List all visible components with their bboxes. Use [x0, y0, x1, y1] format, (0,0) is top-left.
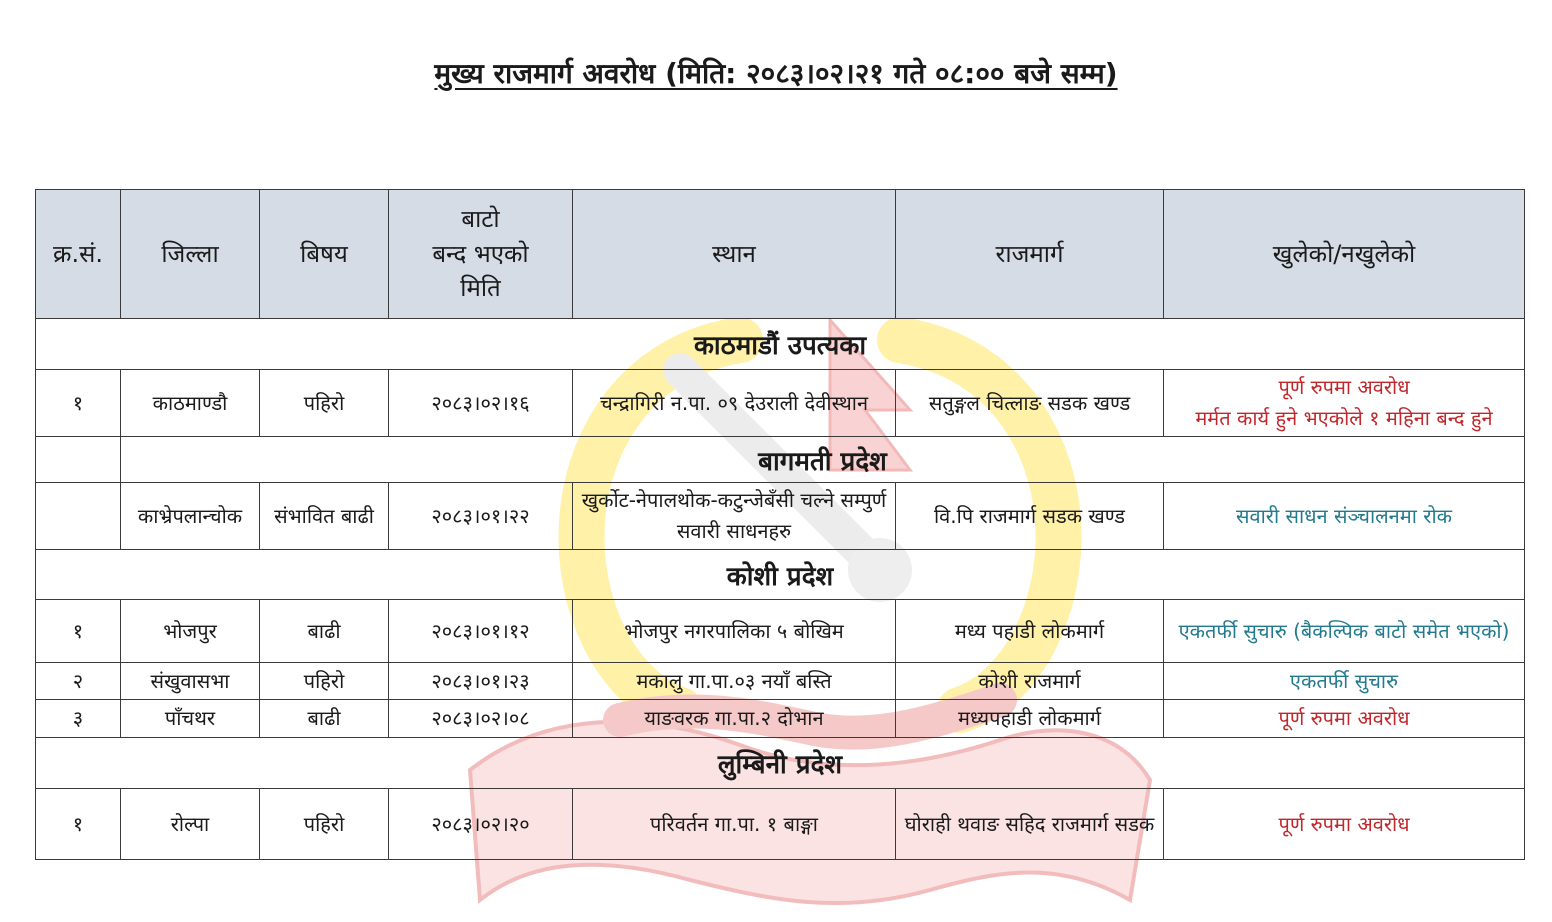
cell-district: संखुवासभा — [121, 663, 260, 700]
cell-date: २०८३।०२।१६ — [389, 370, 573, 437]
table-row — [36, 370, 1525, 437]
cell-date: २०८३।०२।२० — [389, 789, 573, 860]
cell-sn: १ — [36, 789, 121, 860]
cell-district: काभ्रेपलान्चोक — [121, 483, 260, 550]
cell-status — [1164, 370, 1525, 437]
header-closed-date: बाटो बन्द भएको मिति — [389, 190, 573, 319]
road-obstruction-table — [35, 189, 1525, 860]
section-empty-cell — [36, 437, 121, 483]
cell-district: भोजपुर — [121, 600, 260, 663]
cell-subject: पहिरो — [260, 663, 389, 700]
table-header-row — [36, 190, 1525, 319]
section-title: कोशी प्रदेश — [36, 550, 1525, 600]
cell-date: २०८३।०१।२३ — [389, 663, 573, 700]
header-sn: क्र.सं. — [36, 190, 121, 319]
section-header-row — [36, 550, 1525, 600]
cell-location: परिवर्तन गा.पा. १ बाङ्गा — [573, 789, 896, 860]
page-title — [0, 54, 1552, 92]
cell-date: २०८३।०१।२२ — [389, 483, 573, 550]
header-district: जिल्ला — [121, 190, 260, 319]
status-note: मर्मत कार्य हुने भएकोले १ महिना बन्द हुने — [1195, 406, 1493, 430]
cell-sn — [36, 483, 121, 550]
section-title: काठमाडौं उपत्यका — [36, 319, 1525, 370]
cell-status: पूर्ण रुपमा अवरोध — [1164, 700, 1525, 738]
cell-sn: २ — [36, 663, 121, 700]
cell-status: पूर्ण रुपमा अवरोध — [1164, 789, 1525, 860]
cell-sn: १ — [36, 600, 121, 663]
cell-highway: सतुङ्गल चित्लाङ सडक खण्ड — [896, 370, 1164, 437]
cell-location: खुर्कोट-नेपालथोक-कटुन्जेबँसी चल्ने सम्पुर्ण सवारी साधनहरु — [573, 483, 896, 550]
header-highway: राजमार्ग — [896, 190, 1164, 319]
table-row — [36, 700, 1525, 738]
cell-location: चन्द्रागिरी न.पा. ०९ देउराली देवीस्थान — [573, 370, 896, 437]
cell-subject: बाढी — [260, 600, 389, 663]
table-row — [36, 789, 1525, 860]
cell-highway: मध्य पहाडी लोकमार्ग — [896, 600, 1164, 663]
cell-location: मकालु गा.पा.०३ नयाँ बस्ति — [573, 663, 896, 700]
cell-subject: बाढी — [260, 700, 389, 738]
status-text: पूर्ण रुपमा अवरोध — [1278, 375, 1410, 399]
cell-date: २०८३।०२।०८ — [389, 700, 573, 738]
table-row — [36, 600, 1525, 663]
cell-status: एकतर्फी सुचारु — [1164, 663, 1525, 700]
cell-date: २०८३।०१।१२ — [389, 600, 573, 663]
header-status: खुलेको/नखुलेको — [1164, 190, 1525, 319]
header-location: स्थान — [573, 190, 896, 319]
table-row — [36, 663, 1525, 700]
cell-district: काठमाण्डौ — [121, 370, 260, 437]
section-header-row — [36, 319, 1525, 370]
cell-subject: पहिरो — [260, 789, 389, 860]
cell-sn: १ — [36, 370, 121, 437]
cell-highway: कोशी राजमार्ग — [896, 663, 1164, 700]
cell-sn: ३ — [36, 700, 121, 738]
table-row — [36, 483, 1525, 550]
section-header-row — [36, 738, 1525, 789]
page-title-text: मुख्य राजमार्ग अवरोध (मिति: २०८३।०२।२१ गते ०८:०० बजे सम्म) — [434, 57, 1118, 90]
header-subject: बिषय — [260, 190, 389, 319]
cell-location: याङवरक गा.पा.२ दोभान — [573, 700, 896, 738]
cell-highway: घोराही थवाङ सहिद राजमार्ग सडक — [896, 789, 1164, 860]
cell-district: रोल्पा — [121, 789, 260, 860]
section-title: लुम्बिनी प्रदेश — [36, 738, 1525, 789]
cell-location: भोजपुर नगरपालिका ५ बोखिम — [573, 600, 896, 663]
cell-subject: संभावित बाढी — [260, 483, 389, 550]
cell-highway: वि.पि राजमार्ग सडक खण्ड — [896, 483, 1164, 550]
section-header-row — [36, 437, 1525, 483]
cell-status: एकतर्फी सुचारु (बैकल्पिक बाटो समेत भएको) — [1164, 600, 1525, 663]
section-title: बागमती प्रदेश — [121, 437, 1525, 483]
cell-district: पाँचथर — [121, 700, 260, 738]
cell-subject: पहिरो — [260, 370, 389, 437]
cell-highway: मध्यपहाडी लोकमार्ग — [896, 700, 1164, 738]
cell-status: सवारी साधन संञ्चालनमा रोक — [1164, 483, 1525, 550]
